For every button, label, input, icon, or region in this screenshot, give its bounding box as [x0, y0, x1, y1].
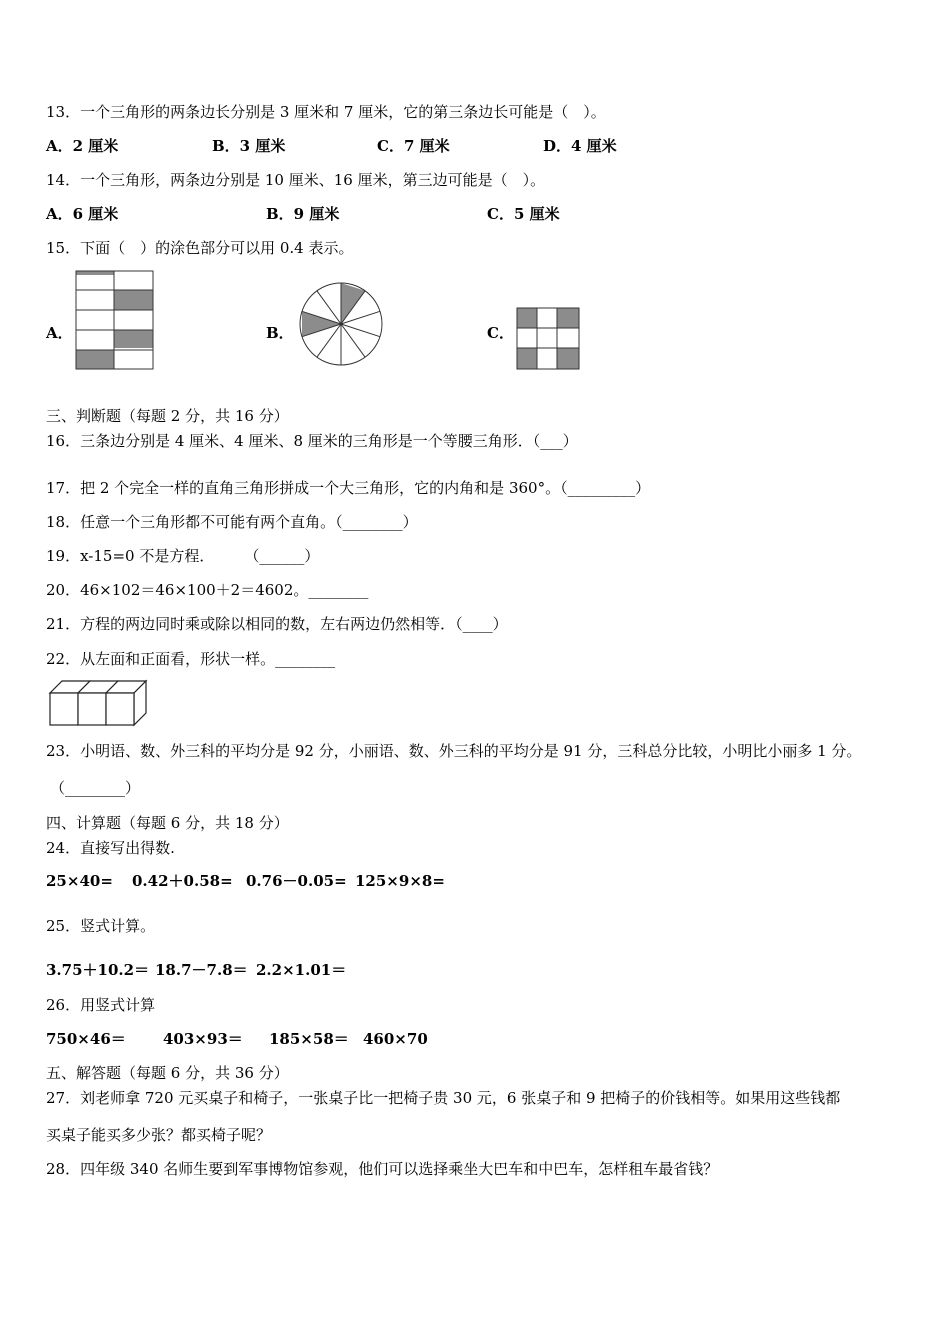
- q15-figure-a-grid: [75, 270, 155, 370]
- q15-figure-b-circle: [298, 281, 384, 367]
- q15-label-b: B．: [266, 324, 294, 342]
- q22-cubes-figure: [47, 677, 151, 727]
- q26-item: 403×93＝: [163, 1030, 243, 1048]
- q13-option-c: C．7 厘米: [377, 137, 450, 155]
- question-26-stem: 26．用竖式计算: [46, 996, 156, 1014]
- question-17: 17．把 2 个完全一样的直角三角形拼成一个大三角形，它的内角和是 360°。（_________）: [46, 479, 651, 497]
- section-5-heading: 五、解答题（每题 6 分，共 36 分）: [46, 1064, 289, 1082]
- question-20: 20．46×102＝46×100＋2＝4602。________: [46, 581, 369, 599]
- question-15-stem: 15．下面（ ）的涂色部分可以用 0.4 表示。: [46, 239, 354, 257]
- question-27-line-2: 买桌子能买多少张？都买椅子呢？: [46, 1126, 272, 1144]
- q13-option-d: D．4 厘米: [543, 137, 617, 155]
- q24-item: 0.42＋0.58=: [132, 872, 233, 890]
- q25-item: 18.7－7.8＝: [155, 961, 248, 979]
- question-13-stem: 13．一个三角形的两条边长分别是 3 厘米和 7 厘米，它的第三条边长可能是（ ）。: [46, 103, 606, 121]
- section-3-heading: 三、判断题（每题 2 分，共 16 分）: [46, 407, 289, 425]
- question-22: 22．从左面和正面看，形状一样。________: [46, 650, 336, 668]
- question-24-stem: 24．直接写出得数.: [46, 839, 175, 857]
- q15-label-c: C．: [487, 324, 514, 342]
- q14-option-c: C．5 厘米: [487, 205, 560, 223]
- q13-option-a: A．2 厘米: [46, 137, 119, 155]
- question-25-stem: 25．竖式计算。: [46, 917, 156, 935]
- question-23-blank: （________）: [50, 779, 141, 797]
- question-19: 19．x-15=0 不是方程． （______）: [46, 547, 320, 565]
- question-18: 18．任意一个三角形都不可能有两个直角。（________）: [46, 513, 418, 531]
- q15-figure-c-grid: [516, 307, 580, 370]
- q14-option-b: B．9 厘米: [266, 205, 340, 223]
- q14-option-a: A．6 厘米: [46, 205, 119, 223]
- q15-label-a: A．: [46, 324, 73, 342]
- q24-item: 25×40=: [46, 872, 113, 890]
- question-21: 21．方程的两边同时乘或除以相同的数，左右两边仍然相等．（____）: [46, 615, 508, 633]
- q26-item: 185×58＝: [269, 1030, 349, 1048]
- section-4-heading: 四、计算题（每题 6 分，共 18 分）: [46, 814, 289, 832]
- q24-item: 125×9×8=: [355, 872, 445, 890]
- q24-item: 0.76－0.05=: [246, 872, 347, 890]
- q25-item: 2.2×1.01＝: [256, 961, 347, 979]
- q26-item: 750×46＝: [46, 1030, 126, 1048]
- question-14-stem: 14．一个三角形，两条边分别是 10 厘米、16 厘米，第三边可能是（ ）。: [46, 171, 546, 189]
- question-27-line-1: 27．刘老师拿 720 元买桌子和椅子，一张桌子比一把椅子贵 30 元，6 张桌子和 9 把椅子的价钱相等。如果用这些钱都: [46, 1089, 841, 1107]
- question-23-stem: 23．小明语、数、外三科的平均分是 92 分，小丽语、数、外三科的平均分是 91 分，三科总分比较，小明比小丽多 1 分。: [46, 742, 862, 760]
- question-28: 28．四年级 340 名师生要到军事博物馆参观，他们可以选择乘坐大巴车和中巴车，怎样租车最省钱？: [46, 1160, 719, 1178]
- question-16: 16．三条边分别是 4 厘米、4 厘米、8 厘米的三角形是一个等腰三角形．（___）: [46, 432, 578, 450]
- q26-item: 460×70: [363, 1030, 428, 1048]
- q13-option-b: B．3 厘米: [212, 137, 286, 155]
- q25-item: 3.75＋10.2＝: [46, 961, 150, 979]
